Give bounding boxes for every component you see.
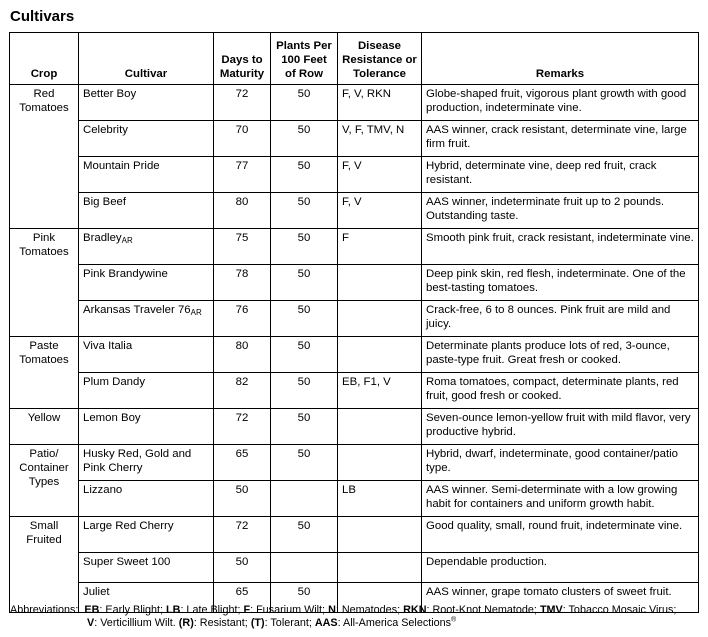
header-row	[10, 33, 699, 85]
abbreviation-value: : Early Blight;	[99, 604, 167, 616]
table-row	[10, 373, 699, 409]
abbreviation-key: (T)	[250, 617, 265, 629]
cultivar-name: Big Beef	[83, 196, 127, 208]
remarks-cell: Roma tomatoes, compact, determinate plants, red fruit, good fresh or cooked.	[422, 373, 699, 409]
days-cell: 50	[214, 553, 271, 583]
abbreviation-key: RKN	[403, 604, 427, 616]
table-row	[10, 337, 699, 373]
cultivar-name: Lemon Boy	[83, 412, 141, 424]
abbreviation-key: LB	[166, 604, 181, 616]
abbreviation-value: : Verticillium Wilt.	[94, 617, 179, 629]
page-title: Cultivars	[10, 8, 75, 25]
days-cell: 80	[214, 193, 271, 229]
crop-cell: Red Tomatoes	[10, 85, 79, 229]
cultivar-cell	[79, 193, 214, 229]
cultivar-name: Viva Italia	[83, 340, 133, 352]
days-cell: 65	[214, 583, 271, 613]
cultivar-cell	[79, 373, 214, 409]
days-cell: 82	[214, 373, 271, 409]
remarks-cell: AAS winner, crack resistant, determinate vine, large firm fruit.	[422, 121, 699, 157]
registered-mark: ®	[451, 616, 457, 624]
cultivar-cell	[79, 157, 214, 193]
crop-cell: Yellow	[10, 409, 79, 445]
table-row	[10, 409, 699, 445]
table-row	[10, 301, 699, 337]
plants-cell: 50	[271, 85, 338, 121]
days-cell: 50	[214, 481, 271, 517]
abbreviation-value: : Tobacco Mosaic Virus;	[562, 604, 677, 616]
disease-cell: F, V	[338, 193, 422, 229]
table-row	[10, 553, 699, 583]
disease-cell	[338, 553, 422, 583]
remarks-cell: Hybrid, determinate vine, deep red fruit, crack resistant.	[422, 157, 699, 193]
plants-cell: 50	[271, 373, 338, 409]
table-row	[10, 229, 699, 265]
disease-cell	[338, 265, 422, 301]
abbreviation-value: : Tolerant;	[264, 617, 315, 629]
table-body	[10, 85, 699, 613]
cultivar-name: Celebrity	[83, 124, 128, 136]
cultivar-name: Bradley	[83, 232, 122, 244]
disease-cell	[338, 301, 422, 337]
abbreviation-value: : Resistant;	[193, 617, 251, 629]
plants-cell: 50	[271, 229, 338, 265]
plants-cell: 50	[271, 409, 338, 445]
plants-cell	[271, 481, 338, 517]
days-cell: 76	[214, 301, 271, 337]
crop-cell: Pink Tomatoes	[10, 229, 79, 337]
plants-cell: 50	[271, 583, 338, 613]
header-crop: Crop	[10, 33, 79, 85]
header-remarks: Remarks	[422, 33, 699, 85]
plants-cell: 50	[271, 301, 338, 337]
cultivar-cell	[79, 517, 214, 553]
table-row	[10, 481, 699, 517]
crop-cell: Paste Tomatoes	[10, 337, 79, 409]
abbreviation-value: : Late Blight;	[180, 604, 244, 616]
remarks-cell: AAS winner, grape tomato clusters of sweet fruit.	[422, 583, 699, 613]
days-cell: 80	[214, 337, 271, 373]
days-cell: 72	[214, 409, 271, 445]
cultivar-name: Better Boy	[83, 88, 137, 100]
abbreviation-value: : Root-Knot Nematode;	[426, 604, 540, 616]
cultivar-name: Husky Red, Gold and Pink Cherry	[83, 448, 192, 474]
table-row	[10, 121, 699, 157]
cultivar-cell	[79, 229, 214, 265]
disease-cell	[338, 445, 422, 481]
crop-cell: Patio/ Container Types	[10, 445, 79, 517]
abbreviation-key: TMV	[539, 604, 563, 616]
disease-cell: F, V, RKN	[338, 85, 422, 121]
plants-cell: 50	[271, 157, 338, 193]
days-cell: 77	[214, 157, 271, 193]
days-cell: 75	[214, 229, 271, 265]
days-cell: 72	[214, 85, 271, 121]
abbreviation-key: V	[87, 617, 95, 629]
abbreviation-value: : Fusarium Wilt;	[250, 604, 329, 616]
cultivar-cell	[79, 337, 214, 373]
cultivar-cell	[79, 121, 214, 157]
remarks-cell: Hybrid, dwarf, indeterminate, good container/patio type.	[422, 445, 699, 481]
cultivar-name: Arkansas Traveler 76	[83, 304, 191, 316]
table-row	[10, 193, 699, 229]
cultivars-table	[9, 32, 699, 613]
cultivar-cell	[79, 445, 214, 481]
cultivar-cell	[79, 553, 214, 583]
table-row	[10, 85, 699, 121]
table-row	[10, 265, 699, 301]
header-plants: Plants Per 100 Feet of Row	[271, 33, 338, 85]
table-row	[10, 157, 699, 193]
abbreviations-line-2	[10, 617, 700, 630]
disease-cell: LB	[338, 481, 422, 517]
remarks-cell: Seven-ounce lemon-yellow fruit with mild flavor, very productive hybrid.	[422, 409, 699, 445]
remarks-cell: AAS winner. Semi-determinate with a low growing habit for containers and uniform growth habit.	[422, 481, 699, 517]
abbreviation-key: (R)	[178, 617, 194, 629]
cultivar-subscript: AR	[190, 308, 202, 317]
disease-cell: EB, F1, V	[338, 373, 422, 409]
remarks-cell: Globe-shaped fruit, vigorous plant growth with good production, indeterminate vine.	[422, 85, 699, 121]
cultivar-cell	[79, 265, 214, 301]
abbreviations-label: Abbreviations:	[10, 604, 79, 616]
remarks-cell: Dependable production.	[422, 553, 699, 583]
disease-cell: F, V	[338, 157, 422, 193]
header-cultivar: Cultivar	[79, 33, 214, 85]
cultivar-cell	[79, 481, 214, 517]
cultivar-name: Large Red Cherry	[83, 520, 174, 532]
plants-cell: 50	[271, 517, 338, 553]
plants-cell: 50	[271, 337, 338, 373]
cultivar-cell	[79, 409, 214, 445]
cultivar-name: Super Sweet 100	[83, 556, 171, 568]
remarks-cell: Deep pink skin, red flesh, indeterminate. One of the best-tasting tomatoes.	[422, 265, 699, 301]
plants-cell	[271, 553, 338, 583]
cultivar-name: Plum Dandy	[83, 376, 146, 388]
cultivar-name: Pink Brandywine	[83, 268, 168, 280]
abbreviation-key: AAS	[314, 617, 338, 629]
abbreviation-key: EB	[84, 604, 100, 616]
abbreviation-key: N	[328, 604, 336, 616]
abbreviation-value: : All-America Selections	[337, 617, 452, 629]
disease-cell	[338, 409, 422, 445]
remarks-cell: Determinate plants produce lots of red, 3-ounce, paste-type fruit. Great fresh or cooked.	[422, 337, 699, 373]
plants-cell: 50	[271, 193, 338, 229]
disease-cell	[338, 337, 422, 373]
abbreviations-footnote	[10, 604, 700, 630]
days-cell: 78	[214, 265, 271, 301]
cultivar-cell	[79, 85, 214, 121]
table-row	[10, 445, 699, 481]
abbreviation-value: : Nematodes;	[335, 604, 404, 616]
remarks-cell: AAS winner, indeterminate fruit up to 2 pounds. Outstanding taste.	[422, 193, 699, 229]
cultivar-cell	[79, 301, 214, 337]
table-row	[10, 517, 699, 553]
header-disease: Disease Resistance or Tolerance	[338, 33, 422, 85]
days-cell: 65	[214, 445, 271, 481]
plants-cell: 50	[271, 445, 338, 481]
remarks-cell: Crack-free, 6 to 8 ounces. Pink fruit are mild and juicy.	[422, 301, 699, 337]
plants-cell: 50	[271, 265, 338, 301]
days-cell: 72	[214, 517, 271, 553]
crop-cell: Small Fruited	[10, 517, 79, 613]
cultivar-name: Lizzano	[83, 484, 123, 496]
days-cell: 70	[214, 121, 271, 157]
cultivar-subscript: AR	[121, 236, 133, 245]
disease-cell: V, F, TMV, N	[338, 121, 422, 157]
header-days: Days to Maturity	[214, 33, 271, 85]
abbreviation-key: F	[243, 604, 251, 616]
cultivar-name: Juliet	[83, 586, 110, 598]
cultivar-name: Mountain Pride	[83, 160, 160, 172]
remarks-cell: Good quality, small, round fruit, indeterminate vine.	[422, 517, 699, 553]
remarks-cell: Smooth pink fruit, crack resistant, indeterminate vine.	[422, 229, 699, 265]
abbreviations-line-1	[10, 604, 700, 617]
disease-cell	[338, 517, 422, 553]
plants-cell: 50	[271, 121, 338, 157]
disease-cell: F	[338, 229, 422, 265]
